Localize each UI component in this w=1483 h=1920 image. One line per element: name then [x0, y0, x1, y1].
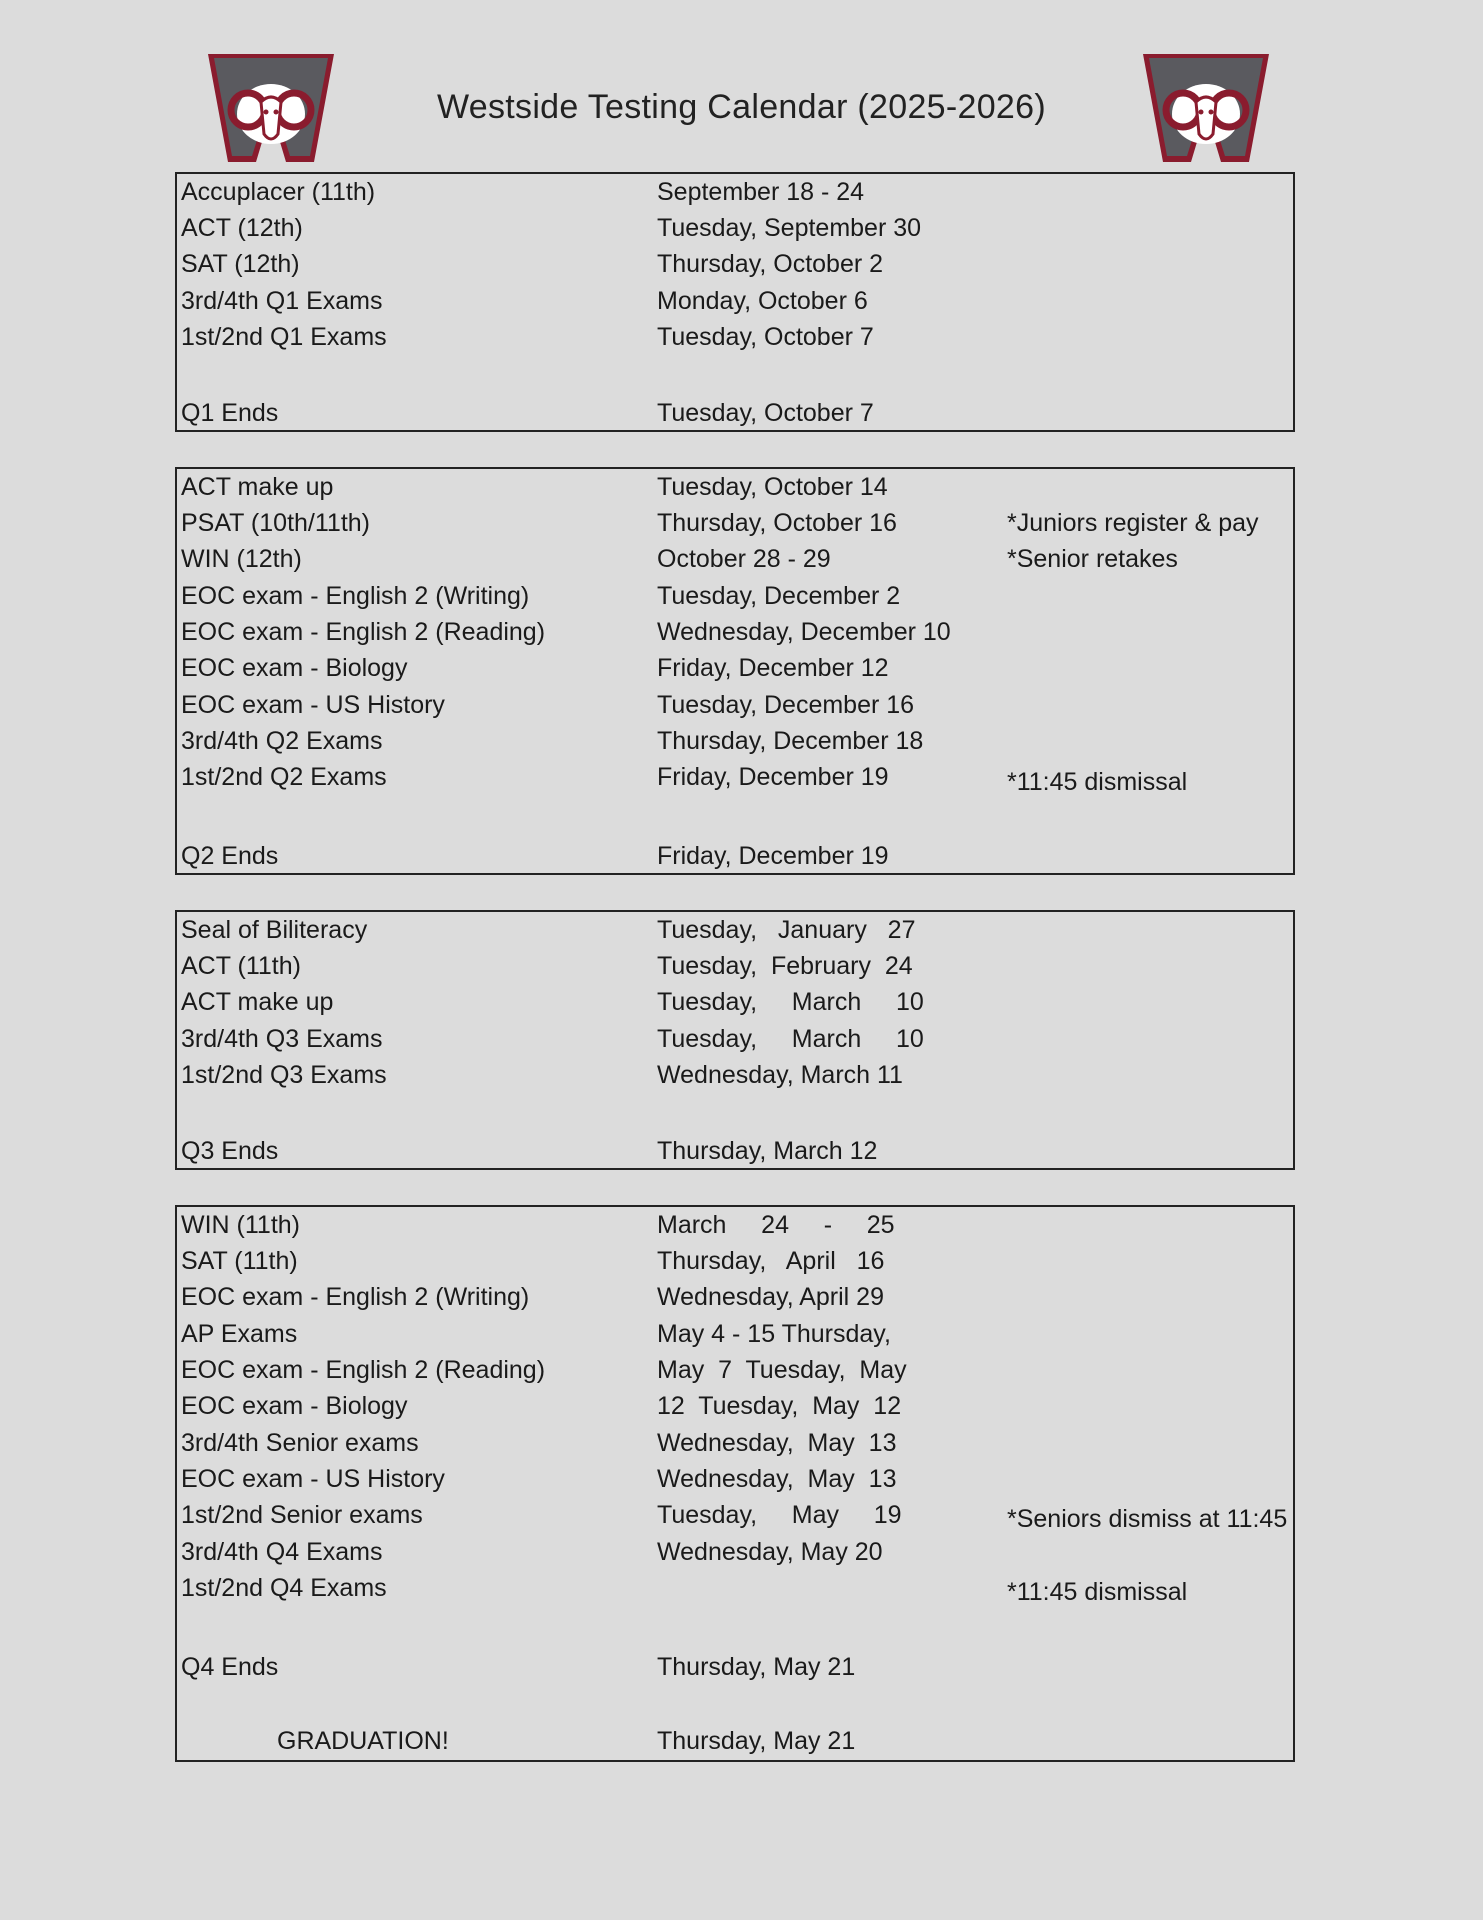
event-note: *Seniors dismiss at 11:45 — [1007, 1505, 1288, 1533]
event-date: Monday, October 6 — [657, 287, 868, 315]
event-name: EOC exam - English 2 (Reading) — [181, 1356, 546, 1384]
table-row — [177, 1207, 1293, 1243]
event-name: EOC exam - US History — [181, 1465, 445, 1493]
table-row — [177, 1057, 1293, 1093]
table-row — [177, 838, 1293, 874]
event-date: Wednesday, April 29 — [657, 1283, 884, 1311]
event-name: 3rd/4th Senior exams — [181, 1429, 419, 1457]
event-name: Seal of Biliteracy — [181, 916, 368, 944]
page-title: Westside Testing Calendar (2025-2026) — [437, 88, 1046, 126]
event-date: Thursday, December 18 — [657, 727, 924, 755]
event-name: 3rd/4th Q4 Exams — [181, 1538, 383, 1566]
event-name: 3rd/4th Q1 Exams — [181, 287, 383, 315]
table-row — [177, 541, 1293, 577]
event-name: EOC exam - Biology — [181, 654, 408, 682]
event-date: Tuesday, October 7 — [657, 399, 874, 427]
event-date: May 4 - 15 Thursday, — [657, 1320, 891, 1348]
table-row — [177, 984, 1293, 1020]
event-name: Q2 Ends — [181, 842, 279, 870]
table-row — [177, 505, 1293, 541]
event-date: Tuesday, December 16 — [657, 691, 915, 719]
event-name: 1st/2nd Q2 Exams — [181, 763, 387, 791]
table-row — [177, 912, 1293, 948]
table-row — [177, 283, 1293, 319]
table-row — [177, 319, 1293, 355]
event-date: Thursday, April 16 — [657, 1247, 885, 1275]
table-row — [177, 948, 1293, 984]
event-date: October 28 - 29 — [657, 545, 831, 573]
event-name: ACT (12th) — [181, 214, 303, 242]
table-row — [177, 246, 1293, 282]
event-date: Tuesday, October 14 — [657, 473, 888, 501]
q1-section — [175, 172, 1295, 432]
event-date: March 24 - 25 — [657, 1211, 895, 1239]
table-row — [177, 1279, 1293, 1315]
q3-section — [175, 910, 1295, 1170]
event-name: EOC exam - English 2 (Reading) — [181, 618, 546, 646]
event-note: *11:45 dismissal — [1007, 1578, 1188, 1606]
table-row — [177, 1352, 1293, 1388]
table-row — [177, 1425, 1293, 1461]
event-name: WIN (11th) — [181, 1211, 300, 1239]
event-date: Tuesday, September 30 — [657, 214, 922, 242]
event-name: EOC exam - US History — [181, 691, 445, 719]
event-name: 1st/2nd Q1 Exams — [181, 323, 387, 351]
table-row — [177, 1461, 1293, 1497]
event-date: Thursday, May 21 — [657, 1727, 856, 1755]
event-date: Wednesday, May 13 — [657, 1429, 897, 1457]
table-row — [177, 723, 1293, 759]
event-date: Wednesday, December 10 — [657, 618, 951, 646]
table-row — [177, 174, 1293, 210]
event-name: WIN (12th) — [181, 545, 302, 573]
event-date: May 7 Tuesday, May — [657, 1356, 907, 1384]
event-date: Thursday, October 2 — [657, 250, 884, 278]
event-date: Friday, December 19 — [657, 842, 889, 870]
q2-section — [175, 467, 1295, 875]
event-name: EOC exam - English 2 (Writing) — [181, 582, 530, 610]
event-date: Tuesday, February 24 — [657, 952, 913, 980]
event-name: 1st/2nd Senior exams — [181, 1501, 423, 1529]
event-name: AP Exams — [181, 1320, 298, 1348]
event-name: 3rd/4th Q2 Exams — [181, 727, 383, 755]
table-row — [177, 1243, 1293, 1279]
table-row — [177, 1021, 1293, 1057]
event-name: EOC exam - English 2 (Writing) — [181, 1283, 530, 1311]
event-name: Accuplacer (11th) — [181, 178, 376, 206]
event-date: Thursday, March 12 — [657, 1137, 878, 1165]
table-row — [177, 1649, 1293, 1685]
event-date: Friday, December 12 — [657, 654, 889, 682]
event-name: SAT (11th) — [181, 1247, 298, 1275]
event-name: GRADUATION! — [277, 1727, 449, 1755]
table-row — [177, 210, 1293, 246]
event-name: PSAT (10th/11th) — [181, 509, 370, 537]
event-date: Tuesday, October 7 — [657, 323, 874, 351]
table-row — [177, 1133, 1293, 1169]
event-note: *11:45 dismissal — [1007, 768, 1188, 796]
event-note: *Senior retakes — [1007, 545, 1178, 573]
table-row — [177, 1388, 1293, 1424]
table-row — [177, 759, 1293, 795]
event-name: Q4 Ends — [181, 1653, 279, 1681]
table-row — [177, 1316, 1293, 1352]
table-row — [177, 1723, 1293, 1759]
q4-section — [175, 1205, 1295, 1762]
table-row — [177, 650, 1293, 686]
event-date: Tuesday, December 2 — [657, 582, 901, 610]
event-name: SAT (12th) — [181, 250, 300, 278]
event-name: 3rd/4th Q3 Exams — [181, 1025, 383, 1053]
event-name: Q3 Ends — [181, 1137, 279, 1165]
event-date: Wednesday, March 11 — [657, 1061, 903, 1089]
table-row — [177, 578, 1293, 614]
table-row — [177, 687, 1293, 723]
event-name: 1st/2nd Q3 Exams — [181, 1061, 387, 1089]
event-name: Q1 Ends — [181, 399, 279, 427]
event-name: ACT make up — [181, 988, 334, 1016]
event-date: Tuesday, March 10 — [657, 1025, 924, 1053]
event-date: Tuesday, January 27 — [657, 916, 916, 944]
event-date: 12 Tuesday, May 12 — [657, 1392, 902, 1420]
table-row — [177, 1534, 1293, 1570]
table-row — [177, 1570, 1293, 1606]
event-note: *Juniors register & pay — [1007, 509, 1259, 537]
event-date: Thursday, October 16 — [657, 509, 897, 537]
event-date: September 18 - 24 — [657, 178, 865, 206]
event-date: Tuesday, May 19 — [657, 1501, 902, 1529]
event-date: Tuesday, March 10 — [657, 988, 924, 1016]
event-name: EOC exam - Biology — [181, 1392, 408, 1420]
table-row — [177, 1497, 1293, 1533]
event-name: ACT (11th) — [181, 952, 301, 980]
table-row — [177, 469, 1293, 505]
event-date: Friday, December 19 — [657, 763, 889, 791]
event-name: ACT make up — [181, 473, 334, 501]
event-date: Wednesday, May 20 — [657, 1538, 883, 1566]
table-row — [177, 614, 1293, 650]
event-date: Wednesday, May 13 — [657, 1465, 897, 1493]
event-date: Thursday, May 21 — [657, 1653, 856, 1681]
event-name: 1st/2nd Q4 Exams — [181, 1574, 387, 1602]
table-row — [177, 395, 1293, 431]
